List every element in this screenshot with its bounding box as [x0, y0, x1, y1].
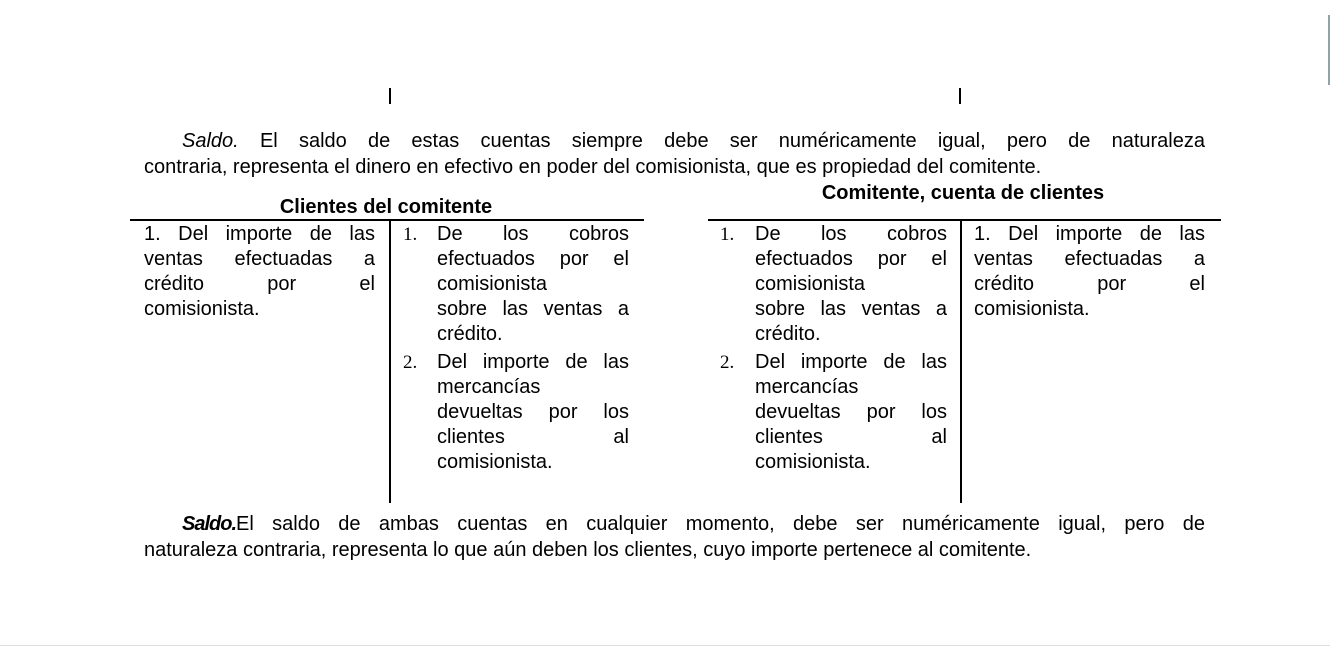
entry-line: 1. Del importe de las [144, 223, 375, 245]
entry-line: comisionista [437, 273, 548, 295]
right-account-credit [974, 222, 1205, 322]
entry-line: efectuados por el [755, 248, 947, 270]
right-account-title: Comitente, cuenta de clientes [821, 182, 1105, 204]
entry-line: sobre las ventas a [437, 298, 629, 320]
paragraph2-line1 [182, 512, 1205, 537]
item-number: 2. [720, 352, 735, 373]
entry-line: comisionista. [974, 298, 1090, 320]
left-account-title: Clientes del comitente [279, 196, 493, 218]
item-number: 1. [720, 224, 735, 245]
ruler-tick-right [959, 88, 961, 104]
entry-line: comisionista. [437, 451, 553, 473]
right-account-debit-item-1 [755, 222, 947, 347]
left-account-credit-item-1 [437, 222, 629, 347]
entry-line: ventas efectuadas a [144, 248, 375, 270]
paragraph1-text: El saldo de estas cuentas siempre debe ser numéricamente igual, pero de naturaleza [238, 130, 1205, 152]
left-account-debit [144, 222, 375, 322]
entry-line: devueltas por los [437, 401, 629, 423]
entry-line: sobre las ventas a [755, 298, 947, 320]
entry-line: Del importe de las [755, 351, 947, 373]
entry-line: crédito. [437, 323, 503, 345]
item-number: 2. [403, 352, 418, 373]
right-account-top-rule [708, 219, 1221, 221]
entry-line: crédito por el [974, 273, 1205, 295]
entry-line: crédito. [755, 323, 821, 345]
left-account-divider [389, 221, 391, 503]
left-account-top-rule [130, 219, 644, 221]
right-account-debit-item-2 [755, 350, 947, 475]
paragraph2-text: El saldo de ambas cuentas en cualquier momento, debe ser numéricamente igual, pero de [236, 513, 1205, 535]
entry-line: devueltas por los [755, 401, 947, 423]
entry-line: 1. Del importe de las [974, 223, 1205, 245]
entry-line: De los cobros [437, 223, 629, 245]
ruler-tick-left [389, 88, 391, 104]
paragraph1-line1 [182, 129, 1205, 154]
entry-line: ventas efectuadas a [974, 248, 1205, 270]
entry-line: crédito por el [144, 273, 375, 295]
saldo-label: Saldo. [182, 513, 237, 535]
entry-line: efectuados por el [437, 248, 629, 270]
entry-line: comisionista [755, 273, 866, 295]
entry-line: comisionista. [755, 451, 871, 473]
paragraph1-line2: contraria, representa el dinero en efectivo en poder del comisionista, que es propiedad del comitente. [144, 156, 1042, 178]
left-account-credit-item-2 [437, 350, 629, 475]
item-number: 1. [403, 224, 418, 245]
entry-line: comisionista. [144, 298, 260, 320]
right-account-divider [960, 221, 962, 503]
saldo-label: Saldo. [182, 130, 239, 152]
entry-line: De los cobros [755, 223, 947, 245]
entry-line: clientes al [755, 426, 947, 448]
entry-line: Del importe de las [437, 351, 629, 373]
entry-line: clientes al [437, 426, 629, 448]
entry-line: mercancías [437, 376, 541, 398]
paragraph2-line2: naturaleza contraria, representa lo que aún deben los clientes, cuyo importe pertenece al comitente. [144, 539, 1032, 561]
entry-line: mercancías [755, 376, 859, 398]
page-bottom-edge [0, 645, 1330, 646]
